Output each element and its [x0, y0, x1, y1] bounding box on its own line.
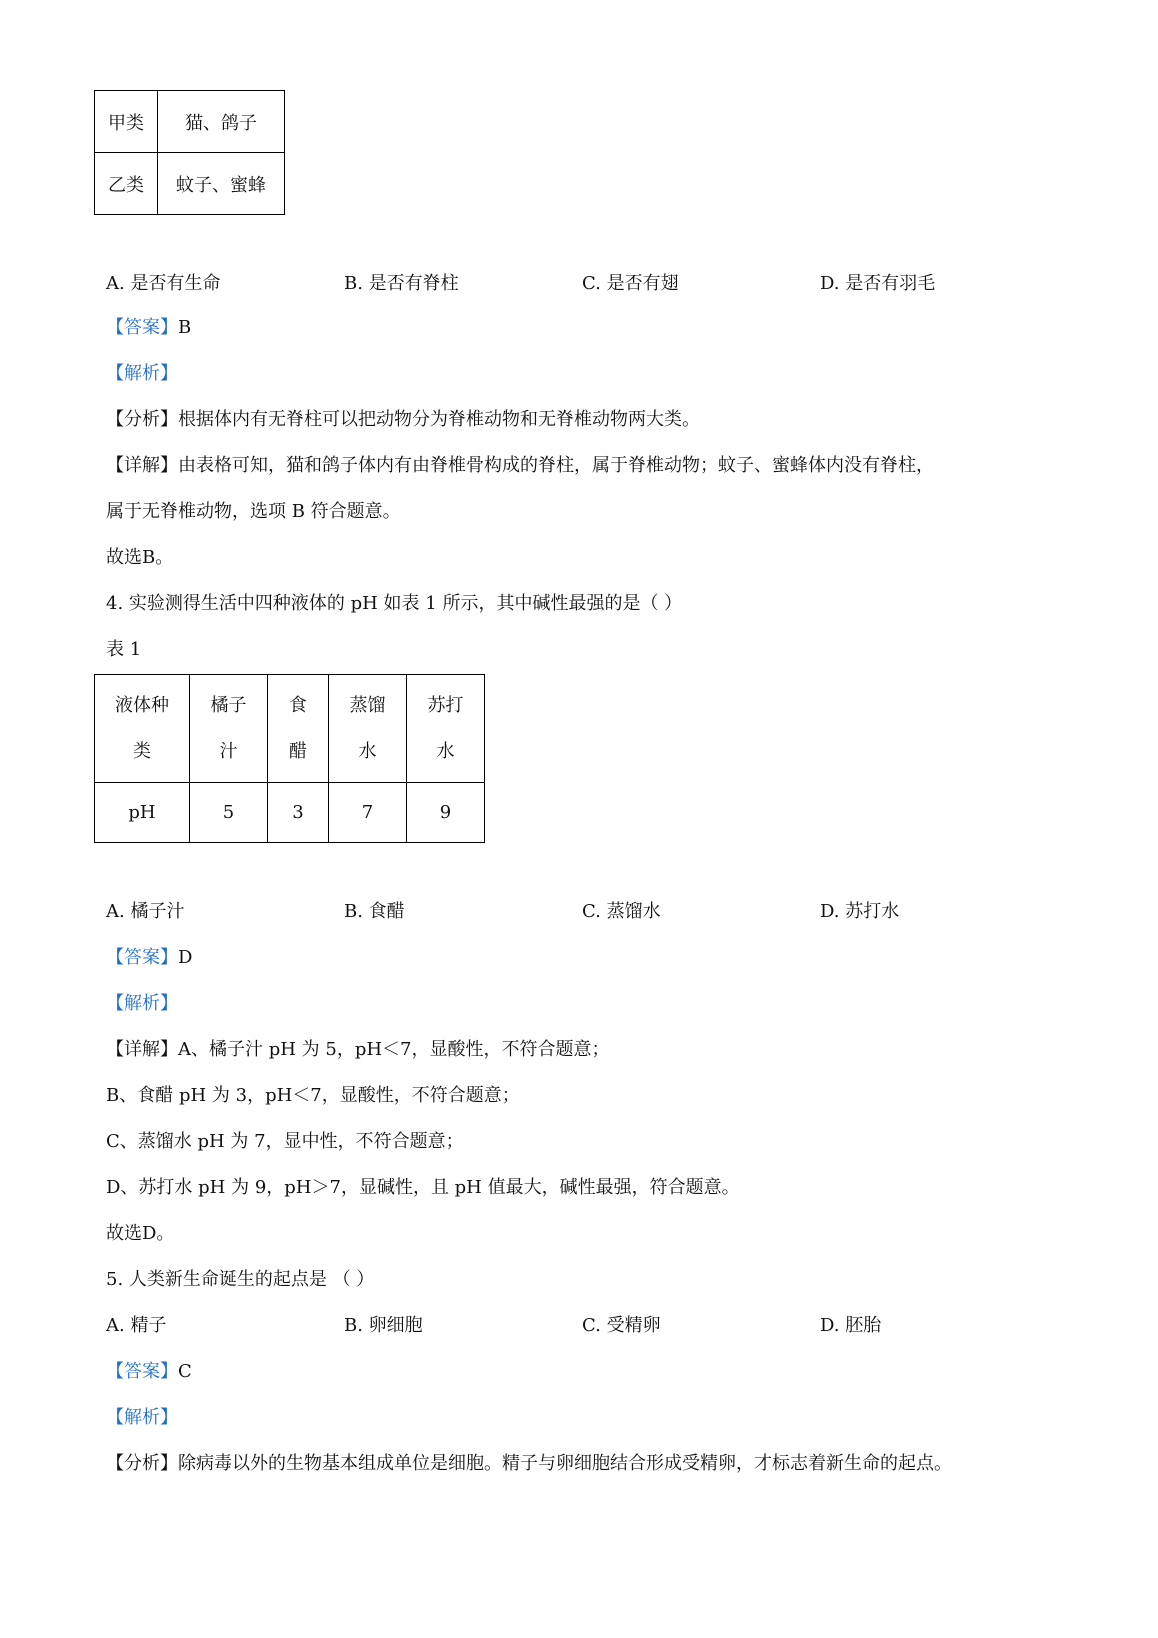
answer-value: C: [178, 1361, 192, 1382]
table-header-cell: 食 醋: [268, 675, 329, 783]
q4-answer: [106, 946, 192, 970]
answer-tag: 【答案】: [106, 317, 178, 338]
ph-table: [94, 674, 485, 843]
q5-option-d: D. 胚胎: [820, 1315, 882, 1336]
q4-analysis-heading: [106, 992, 178, 1016]
fenxi-tag: 【分析】: [106, 1453, 178, 1474]
q3-detail-cont: 属于无脊椎动物，选项 B 符合题意。: [106, 501, 401, 522]
fenxi-text: 除病毒以外的生物基本组成单位是细胞。精子与卵细胞结合形成受精卵，才标志着新生命的起点。: [178, 1453, 952, 1474]
analysis-tag: 【解析】: [106, 363, 178, 384]
q5-answer: [106, 1360, 192, 1384]
fenxi-text: 根据体内有无脊柱可以把动物分为脊椎动物和无脊椎动物两大类。: [178, 409, 700, 430]
table-row: [95, 783, 485, 843]
q5-analysis-heading: [106, 1406, 178, 1430]
analysis-tag: 【解析】: [106, 993, 178, 1014]
table-cell: 3: [268, 783, 329, 843]
classification-table: [94, 90, 285, 215]
analysis-tag: 【解析】: [106, 1407, 178, 1428]
table-header-row: [95, 675, 485, 783]
q4-detail-b: B、食醋 pH 为 3，pH＜7，显酸性，不符合题意；: [106, 1085, 520, 1106]
detail-tag: 【详解】: [106, 455, 178, 476]
table-row: [95, 91, 285, 153]
q3-answer: [106, 316, 191, 340]
table-cell-value: 蚊子、蜜蜂: [158, 153, 285, 215]
q4-option-a: A. 橘子汁: [106, 901, 185, 922]
answer-value: B: [178, 317, 192, 338]
q3-fenxi: [106, 408, 700, 432]
q4-conclusion: 故选D。: [106, 1223, 175, 1244]
q3-analysis-heading: [106, 362, 178, 386]
q5-option-a: A. 精子: [106, 1315, 167, 1336]
fenxi-tag: 【分析】: [106, 409, 178, 430]
table-cell-label: 乙类: [95, 153, 158, 215]
table-cell-value: 猫、鸽子: [158, 91, 285, 153]
q4-option-b: B. 食醋: [344, 901, 405, 922]
q4-detail-d: D、苏打水 pH 为 9，pH＞7，显碱性，且 pH 值最大，碱性最强，符合题意。: [106, 1177, 740, 1198]
table-cell: 7: [329, 783, 407, 843]
q4-options: [106, 900, 1066, 924]
q3-option-d: D. 是否有羽毛: [820, 273, 936, 294]
q4-option-d: D. 苏打水: [820, 901, 900, 922]
table-header-cell: 橘子 汁: [190, 675, 268, 783]
detail-text: 由表格可知，猫和鸽子体内有由脊椎骨构成的脊柱，属于脊椎动物；蚊子、蜜蜂体内没有脊柱，: [178, 455, 934, 476]
q4-table-caption: 表 1: [106, 639, 142, 660]
answer-value: D: [178, 947, 193, 968]
detail-tag: 【详解】: [106, 1039, 178, 1060]
q5-question: 5. 人类新生命诞生的起点是 （ ）: [106, 1269, 375, 1290]
q5-option-c: C. 受精卵: [582, 1315, 661, 1336]
q3-options: [106, 272, 1066, 296]
q5-fenxi: [106, 1452, 952, 1476]
table-header-cell: 液体种 类: [95, 675, 190, 783]
table-cell: 9: [407, 783, 485, 843]
q4-detail: [106, 1038, 610, 1062]
q5-options: [106, 1314, 1066, 1338]
answer-tag: 【答案】: [106, 947, 178, 968]
table-cell-label: 甲类: [95, 91, 158, 153]
q4-detail-c: C、蒸馏水 pH 为 7，显中性，不符合题意；: [106, 1131, 464, 1152]
q3-detail: [106, 454, 934, 478]
table-cell: 5: [190, 783, 268, 843]
table-header-cell: 苏打 水: [407, 675, 485, 783]
q3-option-c: C. 是否有翅: [582, 273, 679, 294]
q3-conclusion: 故选B。: [106, 547, 174, 568]
detail-text: A、橘子汁 pH 为 5，pH＜7，显酸性，不符合题意；: [178, 1039, 610, 1060]
table-header-cell: 蒸馏 水: [329, 675, 407, 783]
q3-option-b: B. 是否有脊柱: [344, 273, 459, 294]
answer-tag: 【答案】: [106, 1361, 178, 1382]
q3-option-a: A. 是否有生命: [106, 273, 221, 294]
q5-option-b: B. 卵细胞: [344, 1315, 423, 1336]
table-row: [95, 153, 285, 215]
q4-option-c: C. 蒸馏水: [582, 901, 661, 922]
table-row-label: pH: [95, 783, 190, 843]
q4-question: 4. 实验测得生活中四种液体的 pH 如表 1 所示，其中碱性最强的是（ ）: [106, 593, 683, 614]
